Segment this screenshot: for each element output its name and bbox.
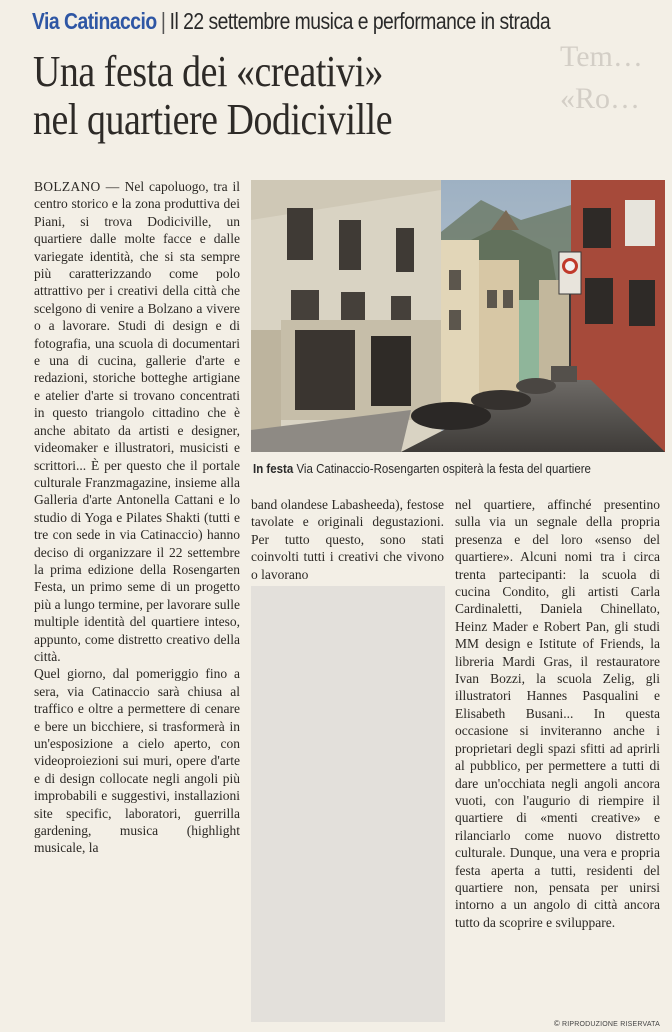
copyright-symbol: © [553,1019,560,1028]
street-photo-illustration [251,180,665,452]
kicker [32,6,570,36]
article-column-1 [34,178,240,857]
kicker-separator: | [160,8,166,34]
article-paragraph-1 [34,178,240,665]
headline-line-1: Una festa dei «creativi» [33,47,384,96]
caption-text: Via Catinaccio-Rosengarten ospiterà la festa del quartiere [293,462,591,476]
kicker-text: Il 22 settembre musica e performance in strada [169,8,551,34]
article-text-3: nel quartiere, affinché presentino sulla via un segnale della propria presenza e del loro «senso del quartiere». Alcuni nomi tra i circa trenta partecipanti: la scuola di cucina Condito, gli artisti Carla Cardinaletti, Daniela Chinellato, Heinz Mader e Robert Pan, gli studi MM design e Istitute of Friends, la libreria Mardi Gras, il restauratore Ivan Bozzi, la scuola Zelig, gli illustratori Hannes Pasqualini e Elisabeth Busani... In questa occasione si inviteranno anche i proprietari degli spazi sfitti ad aprirli al pubblico, per permettere a tutti di dare un'occhiata negli angoli ancora vuoti, con l'augurio di riempire il quartiere di «menti creative» e rilanciarlo come nuovo distretto culturale. Dunque, una vera e propria festa aperta a tutti, residenti del quartiere non, pensata per unirsi intorno a un angolo di città ancora tutto da scoprire e sviluppare. [455,497,660,930]
caption-label: In festa [253,462,294,476]
bleed-through-text: Tem… «Ro… [560,40,643,115]
copyright-text: RIPRODUZIONE RISERVATA [561,1021,660,1028]
article-text-2: band olandese Labasheeda), festose tavolate e originali degustazioni. Per tutto questo, sono stati coinvolti tutti i creativi che vivono o lavorano [251,497,444,582]
article-text-1: Nel capoluogo, tra il centro storico e la zona produttiva dei Piani, si trova Dodiciville, un quartiere dalle molte facce e dalle variegate identità, che si sta sempre più caratterizzando come polo attrattivo per i creativi della città che scelgono di venire a Bolzano a vivere o a lavorare. Studi di design e di fotografia, una scuola di documentari e una di cucina, gallerie d'arte e redazioni, storiche botteghe artigiane e atelier d'arte si trovano concentrati in questo triangolo cittadino che è anche abitato da artisti e designer, videomaker e illustratori, musicisti e scrittori... È per questo che il portale culturale Franzmagazine, insieme alla Galleria d'arte Antonella Cattani e lo studio di Yoga e Pilates Shakti (tutti e tre con sede in via Catinaccio) hanno deciso di organizzare il 22 settembre la prima edizione della Rosengarten Festa, un primo seme di un progetto più a lungo termine, per lavorare sulle multiple identità del quartiere inteso, appunto, come distretto creativo della città. [34,179,241,664]
article-paragraph-2: Quel giorno, dal pomeriggio fino a sera, via Catinaccio sarà chiusa al traffico e oltre a permettere di cenare e bere un bicchiere, si trasformerà in un'esposizione a cielo aperto, con videoproiezioni sui muri, opere d'arte e di design collocate negli angoli più improbabili e suggestivi, installazioni site specific, laboratori, guerrilla gardening, musica (highlight musicale, la [34,666,240,856]
kicker-tag: Via Catinacciо [32,8,157,34]
photo-caption [253,460,639,478]
advertisement-placeholder [251,586,445,1022]
headline-line-2: nel quartiere Dodiciville [33,95,393,144]
copyright-notice [554,1019,660,1028]
dateline: BOLZANO — [34,179,125,194]
headline [33,48,583,144]
article-column-2 [251,496,444,583]
street-photo [251,180,665,452]
article-column-3 [455,496,660,931]
